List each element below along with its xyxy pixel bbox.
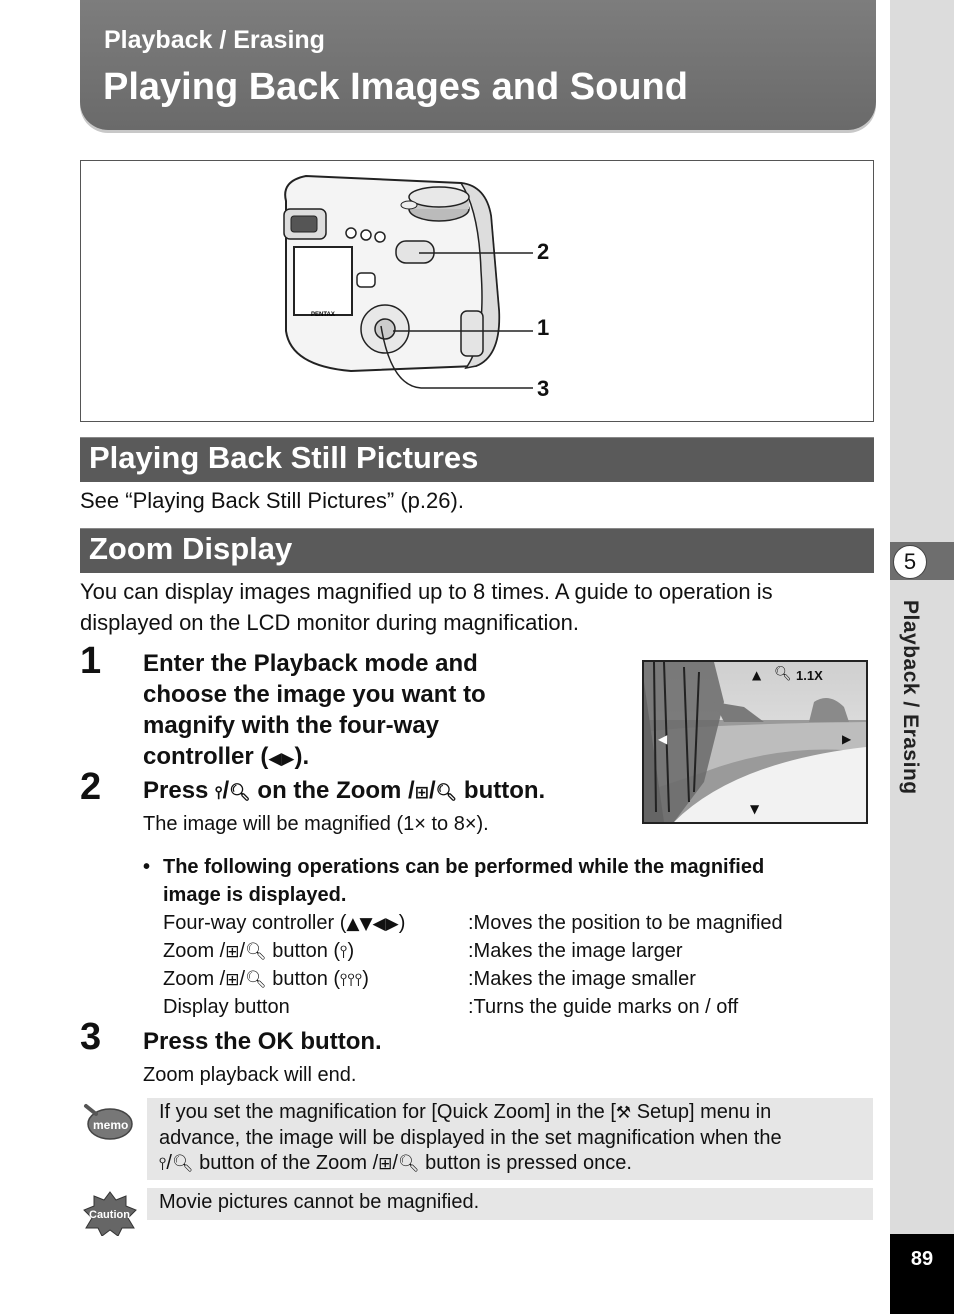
thumbnail-icon: ⊞ (225, 942, 240, 962)
operation-control-tail: ) (398, 912, 406, 934)
operation-row-zoom-out: Zoom /⊞/🔍︎ button (⫯⫯⫯) (163, 968, 369, 990)
pan-down-icon: ▼ (750, 802, 760, 816)
callout-2: 2 (537, 239, 550, 264)
step-3-head: Press the OK button. (143, 1028, 382, 1055)
operation-row-display: Display button (163, 996, 290, 1018)
bullet-line1: The following operations can be performed while the magnified (163, 856, 765, 878)
memo-icon (82, 1102, 134, 1142)
operation-action-zoom-in: :Makes the image larger (468, 940, 683, 962)
zoom-readout: 1.1X (796, 668, 823, 683)
operation-action-zoom-out: :Makes the image smaller (468, 968, 696, 990)
step-2-head: Press ⫯/🔍︎ on the Zoom /⊞/🔍︎ button. (143, 777, 546, 804)
step-1-line3: magnify with the four-way (143, 712, 440, 739)
magnify-icon: 🔍︎ (245, 942, 267, 962)
operation-control-tail: button ( (272, 940, 341, 962)
header-banner (80, 0, 876, 130)
magnify-icon: 🔍︎ (245, 970, 267, 990)
step-2-number: 2 (80, 766, 102, 808)
left-right-arrows-icon: ◀▶ (268, 749, 295, 769)
bullet-line2: image is displayed. (163, 884, 347, 906)
caution-icon (82, 1190, 138, 1236)
chapter-number: 5 (893, 545, 927, 579)
four-way-arrows-icon: ▲▼◀▶ (346, 914, 399, 934)
step-2-zoom: on the Zoom / (257, 777, 415, 804)
memo-text (159, 1100, 782, 1177)
pan-left-icon: ◀ (658, 732, 668, 746)
callout-3: 3 (537, 376, 550, 401)
camera-illustration (81, 161, 873, 421)
section-title-zoom: Zoom Display (89, 531, 293, 566)
step-3-detail: Zoom playback will end. (143, 1064, 357, 1086)
landscape-image (644, 662, 866, 822)
thumbnail-icon: ⊞ (378, 1154, 393, 1174)
operation-control: Zoom / (163, 968, 226, 990)
memo-note (147, 1098, 873, 1180)
pan-right-icon: ▶ (842, 732, 852, 746)
caution-icon-text: Caution (89, 1209, 130, 1221)
telephoto-icon: ⫯ (340, 942, 348, 962)
wide-icon: ⫯⫯⫯ (340, 970, 363, 990)
step-2-button: button. (463, 777, 546, 804)
thumbnail-icon: ⊞ (225, 970, 240, 990)
magnify-icon: 🔍︎ (435, 783, 458, 803)
callout-1: 1 (537, 315, 550, 340)
magnify-icon: 🔍︎ (229, 783, 251, 803)
step-1-line4 (143, 741, 309, 775)
section-heading-zoom (80, 528, 874, 573)
bullet-dot: • (143, 856, 151, 878)
camera-brand: PENTAX (311, 312, 335, 318)
operation-row-zoom-in: Zoom /⊞/🔍︎ button (⫯) (163, 940, 355, 962)
step-1-line4-text: controller ( (143, 743, 269, 770)
operation-control: Zoom / (163, 940, 226, 962)
caution-note (147, 1188, 873, 1220)
magnify-icon: 🔍︎ (171, 1154, 194, 1174)
magnify-icon: 🔍︎ (397, 1154, 420, 1174)
pan-up-icon: ▲ (752, 668, 762, 682)
page-number: 89 (890, 1234, 954, 1314)
page-title: Playing Back Images and Sound (103, 66, 688, 108)
memo-line3: ⫯/🔍︎ button of the Zoom /⊞/🔍︎ button is pressed once. (159, 1152, 632, 1174)
camera-figure (80, 160, 874, 422)
step-1-line1: Enter the Playback mode and (143, 650, 478, 677)
chapter-subtitle: Playback / Erasing (104, 26, 325, 54)
lcd-zoom-preview (642, 660, 868, 824)
operation-action-four-way: :Moves the position to be magnified (468, 912, 783, 934)
section-heading-still (80, 437, 874, 482)
step-1-line4-tail: ). (294, 743, 310, 770)
step-1-line2: choose the image you want to (143, 681, 486, 708)
memo-icon-text: memo (93, 1118, 129, 1132)
operation-action-display: :Turns the guide marks on / off (468, 996, 739, 1018)
step-1-number: 1 (80, 640, 102, 682)
memo-line2: advance, the image will be displayed in the set magnification when the (159, 1127, 782, 1149)
operation-control: Four-way controller ( (163, 912, 347, 934)
step-2-detail: The image will be magnified (1× to 8×). (143, 813, 489, 835)
still-reference: See “Playing Back Still Pictures” (p.26). (80, 488, 464, 513)
step-2-press: Press (143, 777, 209, 804)
wrench-icon: ⚒ (615, 1103, 632, 1123)
section-title-still: Playing Back Still Pictures (89, 440, 479, 475)
telephoto-icon: ⫯ (215, 783, 223, 803)
zoom-magnify-icon: 🔍︎ (774, 666, 792, 682)
step-3-number: 3 (80, 1016, 102, 1058)
zoom-intro-line1: You can display images magnified up to 8 times. A guide to operation is (80, 579, 773, 604)
telephoto-icon: ⫯ (159, 1154, 167, 1174)
zoom-intro-line2: displayed on the LCD monitor during magnification. (80, 610, 579, 635)
operation-control-tail: button ( (272, 968, 341, 990)
memo-line1: If you set the magnification for [Quick Zoom] in the [⚒ Setup] menu in (159, 1101, 772, 1123)
thumbnail-icon: ⊞ (414, 783, 429, 803)
caution-text: Movie pictures cannot be magnified. (159, 1191, 480, 1213)
operation-row-four-way (163, 912, 405, 935)
chapter-label: Playback / Erasing (899, 600, 922, 795)
